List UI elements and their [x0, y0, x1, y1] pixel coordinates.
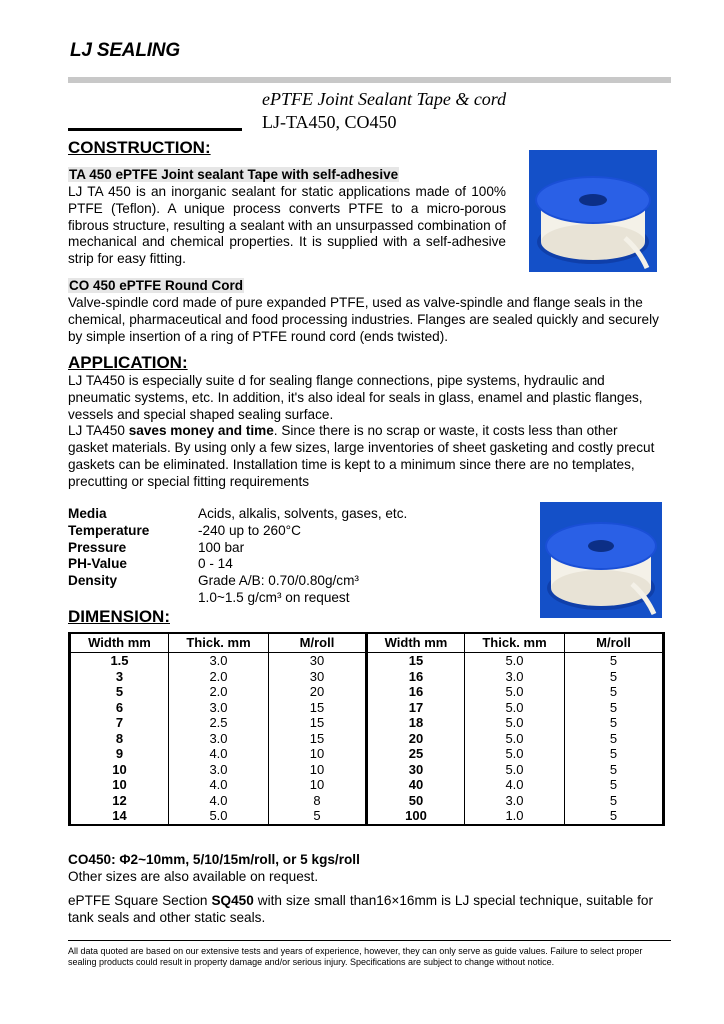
- column-header: Thick. mm: [169, 634, 269, 653]
- ta450-heading: [68, 166, 399, 184]
- sq-rest: with size small than16×16mm is LJ special technique, suitable for tank seals and other static seals.: [68, 893, 653, 925]
- table-cell: 17: [367, 700, 465, 716]
- property-key: PH-Value: [68, 556, 127, 572]
- ta450-description: LJ TA 450 is an inorganic sealant for static applications made of 100% PTFE (Teflon). A unique process converts PTFE to a micro-porous fibrous structure, resulting a sealant with an unsurpassed combination of mechanical and chemical properties. It is supplied with a self-adhesive strip for easy fitting.: [68, 184, 506, 267]
- table-cell: 100: [367, 808, 465, 824]
- dimension-table-frame: [68, 632, 665, 826]
- co450-sizes: CO450: Φ2~10mm, 5/10/15m/roll, or 5 kgs/roll: [68, 852, 360, 867]
- table-cell: 10: [71, 762, 169, 778]
- table-cell: 20: [367, 731, 465, 747]
- property-key: Pressure: [68, 539, 127, 555]
- table-row: [71, 700, 663, 716]
- table-header-row: [71, 634, 663, 653]
- table-cell: 15: [269, 715, 367, 731]
- table-cell: 20: [269, 684, 367, 700]
- property-value: Acids, alkalis, solvents, gases, etc.: [198, 506, 408, 521]
- ta450-heading-text: TA 450 ePTFE Joint sealant Tape with self-adhesive: [69, 167, 399, 182]
- table-row: [71, 777, 663, 793]
- table-cell: 5: [565, 731, 663, 747]
- table-cell: 2.0: [169, 669, 269, 685]
- table-cell: 3.0: [465, 793, 565, 809]
- table-row: [71, 808, 663, 824]
- brand-logo: LJ SEALING: [70, 40, 180, 61]
- table-cell: 5.0: [465, 715, 565, 731]
- co450-heading: [68, 277, 244, 295]
- application-text: [68, 373, 660, 491]
- table-row: [71, 793, 663, 809]
- table-cell: 5: [565, 653, 663, 669]
- tape-spool-icon: [529, 150, 657, 272]
- table-cell: 4.0: [169, 793, 269, 809]
- table-cell: 14: [71, 808, 169, 824]
- product-title: [262, 88, 506, 134]
- table-row: [71, 684, 663, 700]
- application-heading: APPLICATION:: [68, 353, 188, 372]
- table-cell: 3: [71, 669, 169, 685]
- table-cell: 15: [367, 653, 465, 669]
- sq-bold: SQ450: [211, 893, 254, 908]
- property-row: [68, 573, 407, 590]
- property-key: Density: [68, 573, 118, 589]
- property-value: 1.0~1.5 g/cm³ on request: [198, 589, 350, 605]
- table-cell: 15: [269, 731, 367, 747]
- header-divider: [68, 77, 671, 83]
- app-text-rest: . Since there is no scrap or waste, it costs less than other gasket materials. By using only a few sizes, large inventories of sheet gasketing and costly precut gaskets can be eliminated. Installation time is kept to a minimum since there are no templates, precutting or special fitting requirements: [68, 423, 655, 489]
- dimension-heading: DIMENSION:: [68, 607, 170, 626]
- table-cell: 5.0: [465, 684, 565, 700]
- product-photo-2: [540, 502, 662, 618]
- table-cell: 9: [71, 746, 169, 762]
- property-row: [68, 540, 407, 557]
- product-photo-1: [529, 150, 657, 272]
- title-rule: [68, 128, 242, 131]
- column-header: Thick. mm: [465, 634, 565, 653]
- table-cell: 5: [565, 684, 663, 700]
- table-cell: 5.0: [169, 808, 269, 824]
- property-key: Temperature: [68, 522, 150, 538]
- co450-description: Valve-spindle cord made of pure expanded PTFE, used as valve-spindle and flange seals in the chemical, pharmaceutical and food processing industries. Flanges are sealed quickly and securely by simple insertion of a ring of PTFE round cord (ends twisted).: [68, 295, 659, 344]
- application-paragraph-1: LJ TA450 is especially suite d for sealing flange connections, pipe systems, hydraulic and pneumatic systems, etc. In addition, it's also ideal for seals in glass, enamel and plastic flanges, vessels and special shaped sealing surface.: [68, 373, 643, 422]
- table-row: [71, 653, 663, 669]
- application-paragraph-2: [68, 423, 660, 490]
- table-cell: 12: [71, 793, 169, 809]
- construction-heading: CONSTRUCTION:: [68, 138, 211, 157]
- dimension-table: [70, 634, 663, 824]
- product-title-line1: ePTFE Joint Sealant Tape & cord: [262, 89, 507, 109]
- square-section-note: [68, 893, 653, 927]
- table-cell: 15: [269, 700, 367, 716]
- property-value: 0 - 14: [198, 556, 233, 572]
- property-row: [68, 556, 407, 573]
- table-cell: 10: [269, 777, 367, 793]
- table-cell: 10: [269, 746, 367, 762]
- column-header: M/roll: [269, 634, 367, 653]
- table-cell: 18: [367, 715, 465, 731]
- table-cell: 25: [367, 746, 465, 762]
- table-cell: 30: [269, 669, 367, 685]
- property-row: [68, 590, 407, 607]
- table-cell: 30: [367, 762, 465, 778]
- table-cell: 4.0: [169, 777, 269, 793]
- tape-spool-icon: [540, 502, 662, 618]
- property-value: 100 bar: [198, 539, 245, 555]
- sq-prefix: ePTFE Square Section: [68, 893, 212, 908]
- table-cell: 8: [71, 731, 169, 747]
- table-cell: 2.5: [169, 715, 269, 731]
- table-row: [71, 746, 663, 762]
- co450-heading-text: CO 450 ePTFE Round Cord: [69, 278, 244, 293]
- table-cell: 5.0: [465, 731, 565, 747]
- column-header: Width mm: [367, 634, 465, 653]
- table-cell: 30: [269, 653, 367, 669]
- column-header: Width mm: [71, 634, 169, 653]
- table-cell: 5: [269, 808, 367, 824]
- table-cell: 5: [565, 746, 663, 762]
- table-cell: 3.0: [169, 653, 269, 669]
- property-key: Media: [68, 506, 107, 521]
- table-cell: 5.0: [465, 762, 565, 778]
- table-cell: 5: [565, 777, 663, 793]
- table-cell: 2.0: [169, 684, 269, 700]
- table-cell: 5: [565, 700, 663, 716]
- table-cell: 5: [565, 762, 663, 778]
- footer-disclaimer: All data quoted are based on our extensive tests and years of experience, however, they can only serve as guide values. Failure to select proper sealing products could result in property damage and/or serious injury. Specifications are subject to change without notice.: [68, 946, 643, 967]
- property-key: [68, 590, 198, 607]
- table-cell: 5: [565, 793, 663, 809]
- table-row: [71, 762, 663, 778]
- properties-list: [68, 506, 407, 607]
- table-cell: 4.0: [169, 746, 269, 762]
- table-cell: 5: [565, 715, 663, 731]
- table-cell: 5.0: [465, 653, 565, 669]
- other-sizes-note: Other sizes are also available on request.: [68, 869, 319, 884]
- table-cell: 16: [367, 684, 465, 700]
- app-text-prefix: LJ TA450: [68, 423, 129, 439]
- product-title-line2: LJ-TA450, CO450: [262, 112, 397, 132]
- property-value: Grade A/B: 0.70/0.80g/cm³: [198, 573, 359, 589]
- table-cell: 1.5: [71, 653, 169, 669]
- table-row: [71, 731, 663, 747]
- table-cell: 3.0: [169, 762, 269, 778]
- table-cell: 10: [269, 762, 367, 778]
- table-cell: 5: [71, 684, 169, 700]
- table-cell: 5.0: [465, 746, 565, 762]
- table-cell: 1.0: [465, 808, 565, 824]
- app-text-bold: saves money and time: [128, 423, 274, 439]
- table-cell: 5: [565, 669, 663, 685]
- table-cell: 3.0: [465, 669, 565, 685]
- table-cell: 3.0: [169, 700, 269, 716]
- table-cell: 7: [71, 715, 169, 731]
- table-cell: 50: [367, 793, 465, 809]
- column-header: M/roll: [565, 634, 663, 653]
- table-row: [71, 715, 663, 731]
- footer-divider: [68, 940, 671, 941]
- table-cell: 8: [269, 793, 367, 809]
- property-value: -240 up to 260°C: [198, 522, 301, 538]
- property-row: [68, 506, 407, 523]
- table-cell: 5: [565, 808, 663, 824]
- table-cell: 10: [71, 777, 169, 793]
- table-row: [71, 669, 663, 685]
- table-cell: 40: [367, 777, 465, 793]
- table-cell: 16: [367, 669, 465, 685]
- property-row: [68, 523, 407, 540]
- table-cell: 5.0: [465, 700, 565, 716]
- table-cell: 4.0: [465, 777, 565, 793]
- table-cell: 3.0: [169, 731, 269, 747]
- table-cell: 6: [71, 700, 169, 716]
